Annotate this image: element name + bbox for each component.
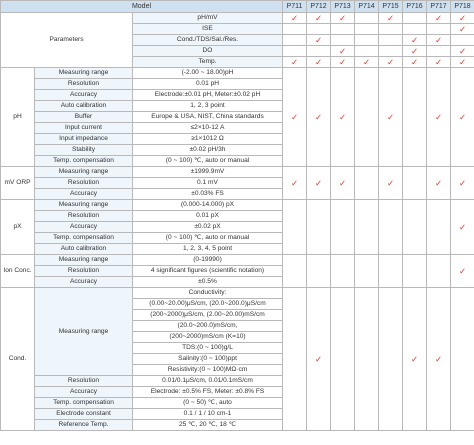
spec-value: (0 ~ 50) ℃, auto bbox=[133, 398, 283, 409]
spec-name: Input impedance bbox=[35, 134, 133, 145]
spec-value: ≤2×10-12 A bbox=[133, 123, 283, 134]
check-cell: ✓ bbox=[307, 288, 331, 431]
spec-name: Measuring range bbox=[35, 68, 133, 79]
check-cell: ✓ bbox=[451, 167, 474, 200]
spec-table-body bbox=[1, 1, 474, 431]
check-cell bbox=[355, 167, 379, 200]
cond-range-line: TDS:(0 ~ 100)g/L bbox=[133, 342, 282, 353]
check-cell: ✓ bbox=[427, 57, 451, 68]
ph-group-label: pH bbox=[1, 68, 35, 167]
spec-value: 0.01 pH bbox=[133, 79, 283, 90]
check-cell bbox=[403, 24, 427, 35]
check-cell bbox=[379, 35, 403, 46]
ion-row bbox=[1, 255, 474, 266]
spec-name: Measuring range bbox=[35, 167, 133, 178]
spec-name: Accuracy bbox=[35, 277, 133, 288]
check-cell bbox=[355, 200, 379, 255]
check-cell bbox=[283, 288, 307, 431]
check-cell bbox=[355, 46, 379, 57]
check-cell bbox=[307, 255, 331, 288]
px-group-label: pX bbox=[1, 200, 35, 255]
spec-value: Europe & USA, NIST, China standards bbox=[133, 112, 283, 123]
check-cell bbox=[307, 200, 331, 255]
check-cell bbox=[307, 46, 331, 57]
spec-value: ±0.02 pH/3h bbox=[133, 145, 283, 156]
spec-name: Stability bbox=[35, 145, 133, 156]
check-cell bbox=[331, 255, 355, 288]
model-p712: P712 bbox=[307, 1, 331, 13]
spec-value: ±0.02 pX bbox=[133, 222, 283, 233]
check-cell: ✓ bbox=[355, 57, 379, 68]
check-cell: ✓ bbox=[427, 35, 451, 46]
spec-value: (0 ~ 100) ℃, auto or manual bbox=[133, 156, 283, 167]
check-cell: ✓ bbox=[451, 24, 474, 35]
check-cell bbox=[379, 46, 403, 57]
check-cell: ✓ bbox=[451, 57, 474, 68]
spec-value: ±0.03% FS bbox=[133, 189, 283, 200]
model-p713: P713 bbox=[331, 1, 355, 13]
spec-name: Electrode constant bbox=[35, 409, 133, 420]
check-cell: ✓ bbox=[451, 200, 474, 255]
cond-range-line: Salinity:(0 ~ 100)ppt bbox=[133, 353, 282, 364]
spec-value: 4 significant figures (scientific notation) bbox=[133, 266, 283, 277]
check-cell: ✓ bbox=[331, 167, 355, 200]
parameter-row bbox=[1, 13, 474, 24]
parameter-name: Temp. bbox=[133, 57, 283, 68]
check-cell bbox=[427, 200, 451, 255]
spec-value: 1, 2, 3 point bbox=[133, 101, 283, 112]
parameter-name: ISE bbox=[133, 24, 283, 35]
spec-name: Resolution bbox=[35, 178, 133, 189]
check-cell: ✓ bbox=[307, 167, 331, 200]
check-cell bbox=[307, 24, 331, 35]
cond-range-line: Resistivity:(0 ~ 100)MΩ·cm bbox=[133, 364, 282, 375]
spec-name: Auto calibration bbox=[35, 101, 133, 112]
check-cell bbox=[331, 35, 355, 46]
check-cell: ✓ bbox=[331, 46, 355, 57]
spec-name: Input current bbox=[35, 123, 133, 134]
check-cell: ✓ bbox=[427, 13, 451, 24]
spec-name: Resolution bbox=[35, 79, 133, 90]
check-cell bbox=[403, 68, 427, 167]
check-cell bbox=[379, 200, 403, 255]
check-cell: ✓ bbox=[331, 68, 355, 167]
check-cell bbox=[283, 24, 307, 35]
check-cell bbox=[331, 288, 355, 431]
check-cell: ✓ bbox=[403, 35, 427, 46]
parameters-label: Parameters bbox=[1, 13, 133, 68]
cond-range-line: (200~2000)μS/cm, (2.00~20.00)mS/cm bbox=[133, 309, 282, 320]
check-cell: ✓ bbox=[283, 68, 307, 167]
spec-value: ≥1×1012 Ω bbox=[133, 134, 283, 145]
parameter-name: pH/mV bbox=[133, 13, 283, 24]
cond-row bbox=[1, 288, 474, 376]
check-cell: ✓ bbox=[451, 46, 474, 57]
check-cell bbox=[331, 200, 355, 255]
check-cell: ✓ bbox=[283, 57, 307, 68]
parameter-name: Cond./TDS/Sal./Res. bbox=[133, 35, 283, 46]
check-cell bbox=[427, 46, 451, 57]
spec-value: Electrode:±0.01 pH, Meter:±0.02 pH bbox=[133, 90, 283, 101]
ph-row bbox=[1, 68, 474, 79]
check-cell: ✓ bbox=[331, 57, 355, 68]
check-cell: ✓ bbox=[403, 288, 427, 431]
spec-value: (0-19990) bbox=[133, 255, 283, 266]
check-cell bbox=[379, 255, 403, 288]
spec-value: (0.000-14.000) pX bbox=[133, 200, 283, 211]
check-cell bbox=[283, 35, 307, 46]
spec-name: Reference Temp. bbox=[35, 420, 133, 431]
check-cell bbox=[427, 255, 451, 288]
model-p714: P714 bbox=[355, 1, 379, 13]
spec-name: Resolution bbox=[35, 211, 133, 222]
check-cell: ✓ bbox=[379, 13, 403, 24]
check-cell: ✓ bbox=[307, 35, 331, 46]
spec-value: 0.01/0.1μS/cm, 0.01/0.1mS/cm bbox=[133, 376, 283, 387]
spec-name: Buffer bbox=[35, 112, 133, 123]
spec-value: ±1999.9mV bbox=[133, 167, 283, 178]
check-cell bbox=[283, 200, 307, 255]
check-cell bbox=[403, 255, 427, 288]
spec-name: Measuring range bbox=[35, 255, 133, 266]
ion-group-label: Ion Conc. bbox=[1, 255, 35, 288]
spec-value: (0 ~ 100) ℃, auto or manual bbox=[133, 233, 283, 244]
spec-name: Measuring range bbox=[35, 288, 133, 376]
spec-name: Accuracy bbox=[35, 222, 133, 233]
check-cell bbox=[283, 46, 307, 57]
check-cell: ✓ bbox=[307, 57, 331, 68]
spec-name: Auto calibration bbox=[35, 244, 133, 255]
check-cell: ✓ bbox=[331, 13, 355, 24]
spec-value: 0.1 / 1 / 10 cm-1 bbox=[133, 409, 283, 420]
check-cell bbox=[451, 35, 474, 46]
spec-name: Temp. compensation bbox=[35, 233, 133, 244]
check-cell: ✓ bbox=[379, 167, 403, 200]
check-cell bbox=[403, 167, 427, 200]
check-cell: ✓ bbox=[379, 57, 403, 68]
check-cell bbox=[355, 68, 379, 167]
mv-group-label: mV ORP bbox=[1, 167, 35, 200]
cond-range-line: (0.00~20.00)μS/cm, (20.0~200.0)μS/cm bbox=[133, 298, 282, 309]
model-p715: P715 bbox=[379, 1, 403, 13]
check-cell: ✓ bbox=[307, 68, 331, 167]
spec-name: Measuring range bbox=[35, 200, 133, 211]
check-cell: ✓ bbox=[451, 255, 474, 288]
check-cell: ✓ bbox=[451, 68, 474, 167]
check-cell bbox=[331, 24, 355, 35]
check-cell bbox=[355, 13, 379, 24]
check-cell: ✓ bbox=[451, 13, 474, 24]
spec-name: Accuracy bbox=[35, 189, 133, 200]
check-cell: ✓ bbox=[307, 13, 331, 24]
spec-name: Temp. compensation bbox=[35, 156, 133, 167]
model-p711: P711 bbox=[283, 1, 307, 13]
spec-value: 1, 2, 3, 4, 5 point bbox=[133, 244, 283, 255]
spec-value: (-2.00 ~ 18.00)pH bbox=[133, 68, 283, 79]
spec-name: Resolution bbox=[35, 266, 133, 277]
check-cell bbox=[403, 200, 427, 255]
spec-name: Accuracy bbox=[35, 90, 133, 101]
spec-value: 25 ℃, 20 ℃, 18 ℃ bbox=[133, 420, 283, 431]
check-cell bbox=[379, 24, 403, 35]
model-p718: P718 bbox=[451, 1, 474, 13]
model-p717: P717 bbox=[427, 1, 451, 13]
parameter-name: DO bbox=[133, 46, 283, 57]
spec-name: Resolution bbox=[35, 376, 133, 387]
check-cell: ✓ bbox=[379, 68, 403, 167]
spec-name: Accuracy bbox=[35, 387, 133, 398]
spec-name: Temp. compensation bbox=[35, 398, 133, 409]
spec-value: Electrode: ±0.5% FS, Meter: ±0.8% FS bbox=[133, 387, 283, 398]
header-row bbox=[1, 1, 474, 13]
check-cell: ✓ bbox=[283, 13, 307, 24]
cond-range-line: (20.0~200.0)mS/cm, bbox=[133, 320, 282, 331]
check-cell: ✓ bbox=[403, 57, 427, 68]
check-cell: ✓ bbox=[403, 46, 427, 57]
px-row bbox=[1, 200, 474, 211]
check-cell bbox=[451, 288, 474, 431]
check-cell bbox=[355, 255, 379, 288]
cond-group-label: Cond. bbox=[1, 288, 35, 431]
spec-value: ±0.5% bbox=[133, 277, 283, 288]
check-cell bbox=[427, 24, 451, 35]
model-header: Model bbox=[1, 1, 283, 13]
check-cell bbox=[283, 255, 307, 288]
mv-row bbox=[1, 167, 474, 178]
check-cell bbox=[379, 288, 403, 431]
cond-range-line: (200~2000)mS/cm (K=10) bbox=[133, 331, 282, 342]
check-cell: ✓ bbox=[283, 167, 307, 200]
check-cell bbox=[403, 13, 427, 24]
spec-value: 0.01 pX bbox=[133, 211, 283, 222]
cond-range-values bbox=[133, 288, 283, 376]
check-cell: ✓ bbox=[427, 68, 451, 167]
check-cell: ✓ bbox=[427, 167, 451, 200]
cond-range-line: Conductivity: bbox=[188, 289, 227, 296]
spec-value: 0.1 mV bbox=[133, 178, 283, 189]
check-cell bbox=[355, 288, 379, 431]
check-cell: ✓ bbox=[427, 288, 451, 431]
model-p716: P716 bbox=[403, 1, 427, 13]
check-cell bbox=[355, 24, 379, 35]
check-cell bbox=[355, 35, 379, 46]
